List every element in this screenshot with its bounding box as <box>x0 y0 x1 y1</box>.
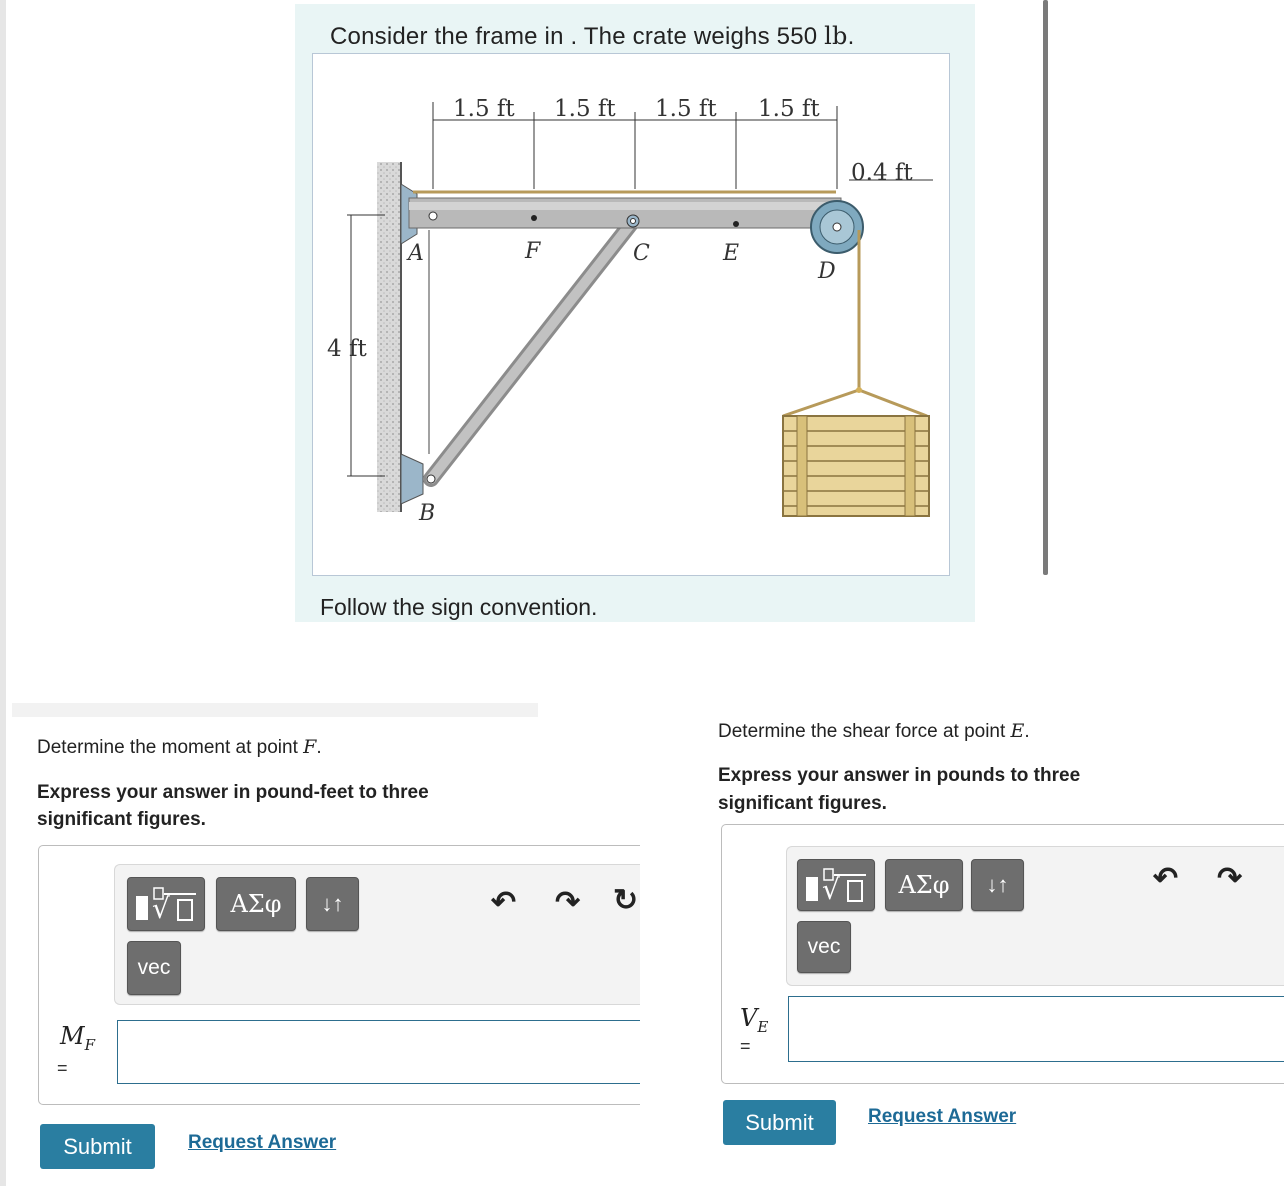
label-B: B <box>419 501 436 526</box>
templates-icon <box>804 865 868 905</box>
label-A: A <box>408 241 424 266</box>
panel-divider <box>1043 0 1048 575</box>
vec-button-right[interactable]: vec <box>797 921 851 973</box>
templates-button-right[interactable] <box>797 859 875 911</box>
left-variable-label <box>60 1022 95 1054</box>
weight-unit: lb <box>824 22 848 50</box>
label-C: C <box>633 241 650 266</box>
left-submit-button[interactable]: Submit <box>40 1124 155 1169</box>
left-math-toolbar <box>114 864 640 1005</box>
left-question-period: . <box>316 737 322 758</box>
right-instruction: Express your answer in pounds to three significant figures. <box>718 765 1081 814</box>
arrows-button-right[interactable]: ↓↑ <box>971 859 1024 911</box>
right-variable-label <box>740 1004 768 1036</box>
left-question-var: F <box>303 736 317 758</box>
left-var-main: M <box>60 1022 85 1050</box>
right-math-toolbar <box>786 846 1284 986</box>
right-equals: = <box>740 1036 751 1056</box>
crate-weight: 550 <box>776 23 818 50</box>
left-question <box>37 736 322 759</box>
section-divider <box>12 703 538 717</box>
label-D: D <box>818 259 836 284</box>
vec-button[interactable]: vec <box>127 941 181 995</box>
svg-text:√: √ <box>152 892 170 924</box>
greek-button-right[interactable]: ΑΣφ <box>885 859 963 911</box>
point-F-marker <box>531 215 537 221</box>
frame-figure <box>312 53 950 576</box>
dim-3: 1.5 ft <box>655 96 717 122</box>
left-var-sub: F <box>84 1035 95 1054</box>
right-question-period: . <box>1024 721 1030 742</box>
left-instruction: Express your answer in pound-feet to three significant figures. <box>37 782 429 830</box>
greek-button[interactable]: ΑΣφ <box>216 877 296 931</box>
arrows-button[interactable]: ↓↑ <box>306 877 359 931</box>
redo-icon[interactable]: ↷ <box>555 886 581 919</box>
templates-icon <box>134 884 198 924</box>
templates-button[interactable] <box>127 877 205 931</box>
left-question-text: Determine the moment at point <box>37 737 304 758</box>
undo-icon[interactable]: ↶ <box>491 886 517 919</box>
redo-icon[interactable]: ↷ <box>1217 862 1243 895</box>
svg-text:√: √ <box>822 873 840 905</box>
right-question-var: E <box>1010 720 1025 742</box>
problem-intro-text: Consider the frame in . The crate weighs <box>330 23 777 50</box>
right-question-text: Determine the shear force at point <box>718 721 1011 742</box>
dim-height: 4 ft <box>327 336 367 362</box>
label-F: F <box>525 239 541 264</box>
left-edge <box>0 0 6 1186</box>
right-submit-button[interactable]: Submit <box>723 1100 836 1145</box>
dim-4: 1.5 ft <box>758 96 820 122</box>
sign-convention-note: Follow the sign convention. <box>320 594 598 620</box>
frame-diagram <box>313 54 949 575</box>
right-request-answer-link[interactable]: Request Answer <box>868 1106 1017 1127</box>
dim-radius: 0.4 ft <box>851 160 913 186</box>
problem-intro <box>330 22 855 51</box>
dim-2: 1.5 ft <box>554 96 616 122</box>
left-request-answer-link[interactable]: Request Answer <box>188 1132 337 1153</box>
label-E: E <box>723 241 740 266</box>
left-equals: = <box>57 1058 68 1078</box>
right-var-main: V <box>740 1004 758 1032</box>
undo-icon[interactable]: ↶ <box>1153 862 1179 895</box>
dim-1: 1.5 ft <box>453 96 515 122</box>
right-question <box>718 720 1030 743</box>
point-E-marker <box>733 221 739 227</box>
shear-input[interactable] <box>788 996 1284 1062</box>
support-B <box>401 454 423 504</box>
intro-period: . <box>847 23 855 50</box>
right-var-sub: E <box>757 1017 769 1036</box>
reset-icon[interactable]: ↻ <box>613 884 639 917</box>
moment-input[interactable] <box>117 1020 640 1084</box>
